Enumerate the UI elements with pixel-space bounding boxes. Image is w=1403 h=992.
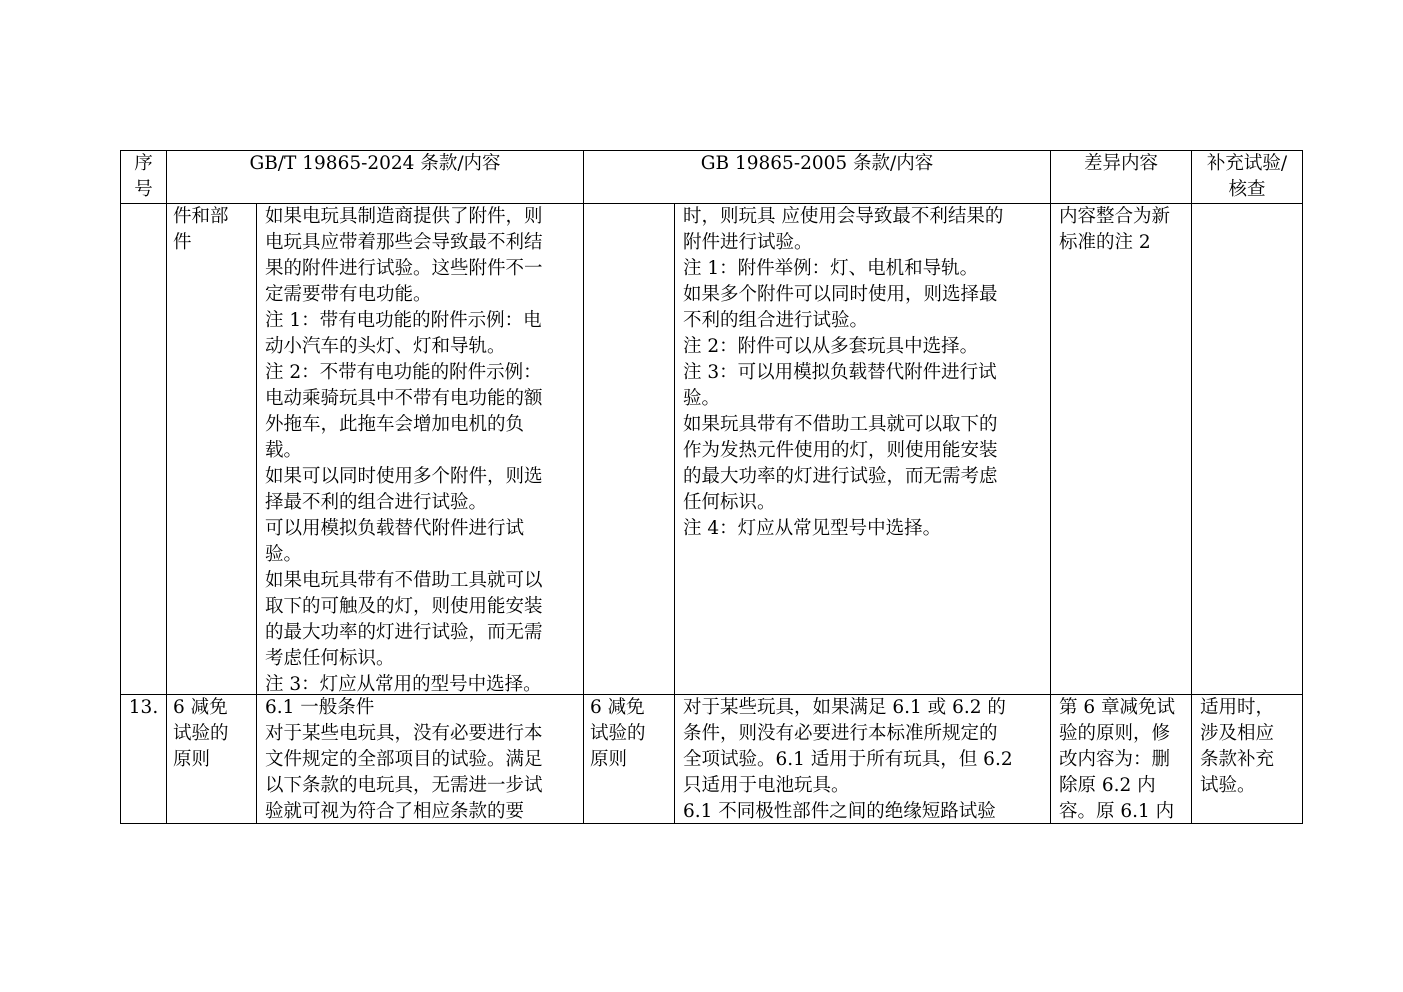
text-line: 任何标识。 [683,492,776,513]
row1-difference-lines [1059,204,1185,694]
header-supplement [1192,151,1303,204]
row1-new-clause-lines [173,204,250,694]
table-row [121,204,1303,695]
text-line: 对于某些电玩具，没有必要进行本 [265,723,543,744]
text-line: 考虑任何标识。 [265,648,395,669]
text-line: 验就可视为符合了相应条款的要 [265,801,525,822]
text-line: 试验。 [1200,775,1256,796]
row2-new-clause [167,695,257,824]
header-supplement-lines [1194,151,1300,203]
row1-supplement-lines [1200,204,1296,694]
text-line: 条件，则没有必要进行本标准所规定的 [683,723,998,744]
text-line: 注 1：带有电功能的附件示例：电 [265,310,542,331]
text-line: 附件进行试验。 [683,232,813,253]
row1-old-content [675,204,1051,695]
row2-old-clause-lines [590,695,668,823]
text-line: 件 [173,232,192,253]
text-line: 注 1：附件举例：灯、电机和导轨。 [683,258,979,279]
text-line: 注 2：不带有电功能的附件示例： [265,362,542,383]
table-row [121,695,1303,824]
row2-supplement [1192,695,1303,824]
text-line: 文件规定的全部项目的试验。满足 [265,749,543,770]
text-line: 可以用模拟负载替代附件进行试 [265,518,525,539]
text-line: 注 4：灯应从常见型号中选择。 [683,518,942,539]
text-line: 件和部 [173,206,229,227]
text-line: 验。 [683,388,721,409]
text-line: 不利的组合进行试验。 [683,310,869,331]
row1-old-content-lines [683,204,1044,694]
text-line: 如果电玩具制造商提供了附件，则 [265,206,543,227]
text-line: 果的附件进行试验。这些附件不一 [265,258,543,279]
text-line: 取下的可触及的灯，则使用能安装 [265,596,543,617]
row2-difference [1051,695,1192,824]
text-line: 试验的 [173,723,229,744]
text-line: 电动乘骑玩具中不带有电功能的额 [265,388,543,409]
text-line: 6 减免 [173,697,228,718]
text-line: 除原 6.2 内 [1059,775,1156,796]
header-new-standard [167,151,584,204]
text-line: 条款补充 [1200,749,1275,770]
text-line: 如果电玩具带有不借助工具就可以 [265,570,543,591]
row2-old-clause [584,695,675,824]
row2-old-content [675,695,1051,824]
text-line: 对于某些玩具，如果满足 6.1 或 6.2 的 [683,697,1006,718]
text-line: 6.1 不同极性部件之间的绝缘短路试验 [683,801,996,822]
header-difference-label: 差异内容 [1083,153,1158,174]
text-line: 如果玩具带有不借助工具就可以取下的 [683,414,998,435]
text-line: 原则 [590,749,628,770]
text-line: 注 3：可以用模拟负载替代附件进行试 [683,362,997,383]
header-old-standard [584,151,1051,204]
text-line: 如果可以同时使用多个附件，则选 [265,466,543,487]
text-line: 验的原则，修 [1059,723,1171,744]
header-row [121,151,1303,204]
row2-old-content-lines [683,695,1044,823]
row1-new-content-lines [265,204,577,694]
text-line: 时，则玩具 应使用会导致最不利结果的 [683,206,1004,227]
row1-new-content [257,204,584,695]
text-line: 验。 [265,544,303,565]
text-line: 以下条款的电玩具，无需进一步试 [265,775,543,796]
text-line: 容。原 6.1 内 [1059,801,1175,822]
text-line: 定需要带有电功能。 [265,284,432,305]
header-seq [121,151,167,204]
text-line: 号 [134,179,153,200]
text-line: 的最大功率的灯进行试验，而无需考虑 [683,466,998,487]
text-line: 作为发热元件使用的灯，则使用能安装 [683,440,998,461]
text-line: 如果多个附件可以同时使用，则选择最 [683,284,998,305]
row1-difference [1051,204,1192,695]
row1-old-clause-lines [590,204,668,694]
text-line: 补充试验/ [1206,153,1288,174]
row2-new-content-lines [265,695,577,823]
text-line: 注 2：附件可以从多套玩具中选择。 [683,336,979,357]
row1-seq [121,204,167,695]
header-seq-lines [123,151,164,203]
header-difference [1051,151,1192,204]
text-line: 原则 [173,749,211,770]
row2-difference-lines [1059,695,1185,823]
text-line: 核查 [1228,179,1266,200]
row2-new-clause-lines [173,695,250,823]
header-new-standard-label: GB/T 19865-2024 条款/内容 [249,153,501,174]
text-line: 6.1 一般条件 [265,697,375,718]
text-line: 的最大功率的灯进行试验，而无需 [265,622,543,643]
text-line: 适用时， [1200,697,1275,718]
text-line: 试验的 [590,723,646,744]
row2-new-content [257,695,584,824]
text-line: 内容整合为新 [1059,206,1171,227]
row2-seq-text: 13. [128,697,159,718]
row1-supplement [1192,204,1303,695]
text-line: 6 减免 [590,697,645,718]
text-line: 改内容为：删 [1059,749,1171,770]
text-line: 涉及相应 [1200,723,1275,744]
row1-old-clause [584,204,675,695]
text-line: 择最不利的组合进行试验。 [265,492,488,513]
text-line: 标准的注 2 [1059,232,1151,253]
text-line: 外拖车，此拖车会增加电机的负 [265,414,525,435]
text-line: 注 3：灯应从常用的型号中选择。 [265,674,542,694]
text-line: 只适用于电池玩具。 [683,775,850,796]
text-line: 序 [134,153,153,174]
row1-new-clause [167,204,257,695]
text-line: 电玩具应带着那些会导致最不利结 [265,232,543,253]
text-line: 全项试验。6.1 适用于所有玩具，但 6.2 [683,749,1013,770]
text-line: 动小汽车的头灯、灯和导轨。 [265,336,506,357]
text-line: 载。 [265,440,303,461]
row2-seq [121,695,167,824]
header-old-standard-label: GB 19865-2005 条款/内容 [700,153,934,174]
comparison-table [120,150,1303,824]
row2-supplement-lines [1200,695,1296,823]
text-line: 第 6 章减免试 [1059,697,1176,718]
